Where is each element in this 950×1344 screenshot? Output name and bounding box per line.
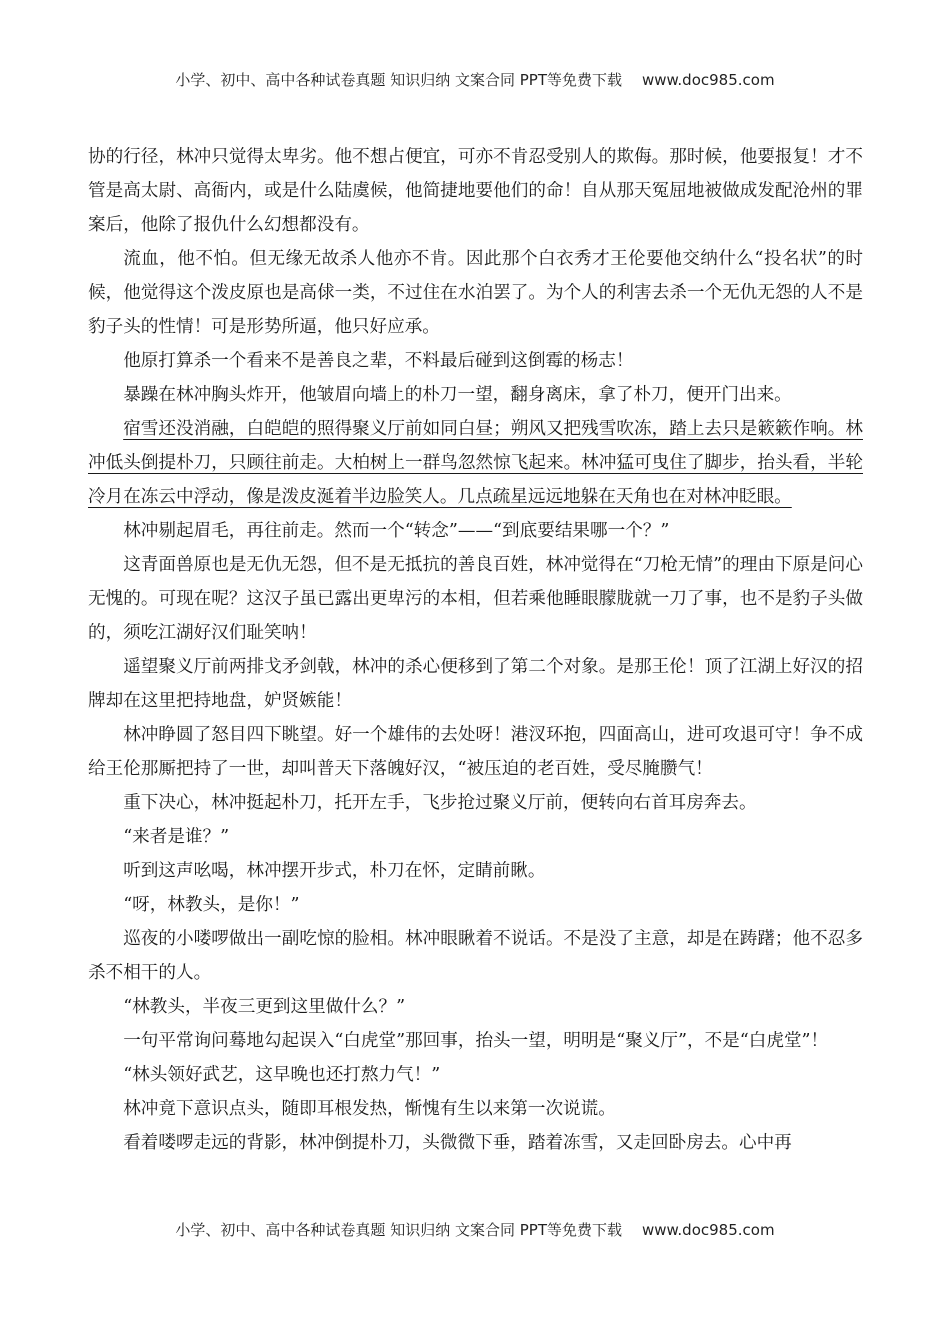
paragraph: 暴躁在林冲胸头炸开，他皱眉向墙上的朴刀一望，翻身离床，拿了朴刀，便开门出来。 xyxy=(123,385,792,405)
paragraph: 巡夜的小喽啰做出一副吃惊的脸相。林冲眼瞅着不说话。不是没了主意，却是在踌躇；他不忍多杀不相干的人。 xyxy=(88,929,863,983)
paragraph: “林教头，半夜三更到这里做什么？” xyxy=(123,997,406,1017)
header-text: 小学、初中、高中各种试卷真题 知识归纳 文案合同 PPT等免费下载 xyxy=(175,71,622,89)
underlined-paragraph xyxy=(88,412,863,514)
paragraph: 林冲竟下意识点头，随即耳根发热，惭愧有生以来第一次说谎。 xyxy=(123,1099,616,1119)
paragraph: “林头领好武艺，这早晚也还打熬力气！” xyxy=(123,1065,441,1085)
paragraph: 遥望聚义厅前两排戈矛剑戟，林冲的杀心便移到了第二个对象。是那王伦！顶了江湖上好汉的招牌却在这里把持地盘，妒贤嫉能！ xyxy=(88,657,863,711)
paragraph: “呀，林教头，是你！” xyxy=(123,895,300,915)
paragraph: 林冲剔起眉毛，再往前走。然而一个“转念”——“到底要结果哪一个？” xyxy=(123,521,670,541)
paragraph: 一句平常询问蓦地勾起误入“白虎堂”那回事，抬头一望，明明是“聚义厅”，不是“白虎堂”！ xyxy=(123,1031,829,1051)
paragraph: 林冲睁圆了怒目四下眺望。好一个雄伟的去处呀！港汊环抱，四面高山，进可攻退可守！争不成给王伦那厮把持了一世，却叫普天下落魄好汉，“被压迫的老百姓，受尽腌臜气！ xyxy=(88,725,863,779)
page-header xyxy=(0,69,950,90)
paragraph: 他原打算杀一个看来不是善良之辈，不料最后碰到这倒霉的杨志！ xyxy=(123,351,634,371)
footer-site[interactable]: www.doc985.com xyxy=(641,1221,775,1239)
paragraph: 这青面兽原也是无仇无怨，但不是无抵抗的善良百姓，林冲觉得在“刀枪无情”的理由下原是问心无愧的。可现在呢？这汉子虽已露出更卑污的本相，但若乘他睡眼朦胧就一刀了事，也不是豹子头做的，须吃江湖好汉们耻笑呐！ xyxy=(88,555,863,643)
paragraph: 看着喽啰走远的背影，林冲倒提朴刀，头微微下垂，踏着冻雪，又走回卧房去。心中再 xyxy=(123,1133,792,1153)
paragraph: 重下决心，林冲挺起朴刀，托开左手，飞步抢过聚义厅前，便转向右首耳房奔去。 xyxy=(123,793,757,813)
paragraph: 听到这声吆喝，林冲摆开步式，朴刀在怀，定睛前瞅。 xyxy=(123,861,546,881)
header-site[interactable]: www.doc985.com xyxy=(641,71,775,89)
article-body xyxy=(88,140,863,1160)
footer-text: 小学、初中、高中各种试卷真题 知识归纳 文案合同 PPT等免费下载 xyxy=(175,1221,622,1239)
paragraph: 协的行径，林冲只觉得太卑劣。他不想占便宜，可亦不肯忍受别人的欺侮。那时候，他要报复！才不管是高太尉、高衙内，或是什么陆虞候，他简捷地要他们的命！自从那天冤屈地被做成发配沧州的罪案后，他除了报仇什么幻想都没有。 xyxy=(88,147,863,235)
paragraph: 流血，他不怕。但无缘无故杀人他亦不肯。因此那个白衣秀才王伦要他交纳什么“投名状”的时候，他觉得这个泼皮原也是高俅一类，不过住在水泊罢了。为个人的利害去杀一个无仇无怨的人不是豹子头的性情！可是形势所逼，他只好应承。 xyxy=(88,249,863,337)
paragraph: “来者是谁？” xyxy=(123,827,230,847)
page-footer xyxy=(0,1219,950,1240)
underlined-text: 宿雪还没消融，白皑皑的照得聚义厅前如同白昼；朔风又把残雪吹冻，踏上去只是簌簌作响。林冲低头倒提朴刀，只顾往前走。大柏树上一群鸟忽然惊飞起来。林冲猛可曳住了脚步，抬头看，半轮冷月在冻云中浮动，像是泼皮涎着半边脸笑人。几点疏星远远地躲在天角也在对林冲眨眼。 xyxy=(88,419,863,507)
